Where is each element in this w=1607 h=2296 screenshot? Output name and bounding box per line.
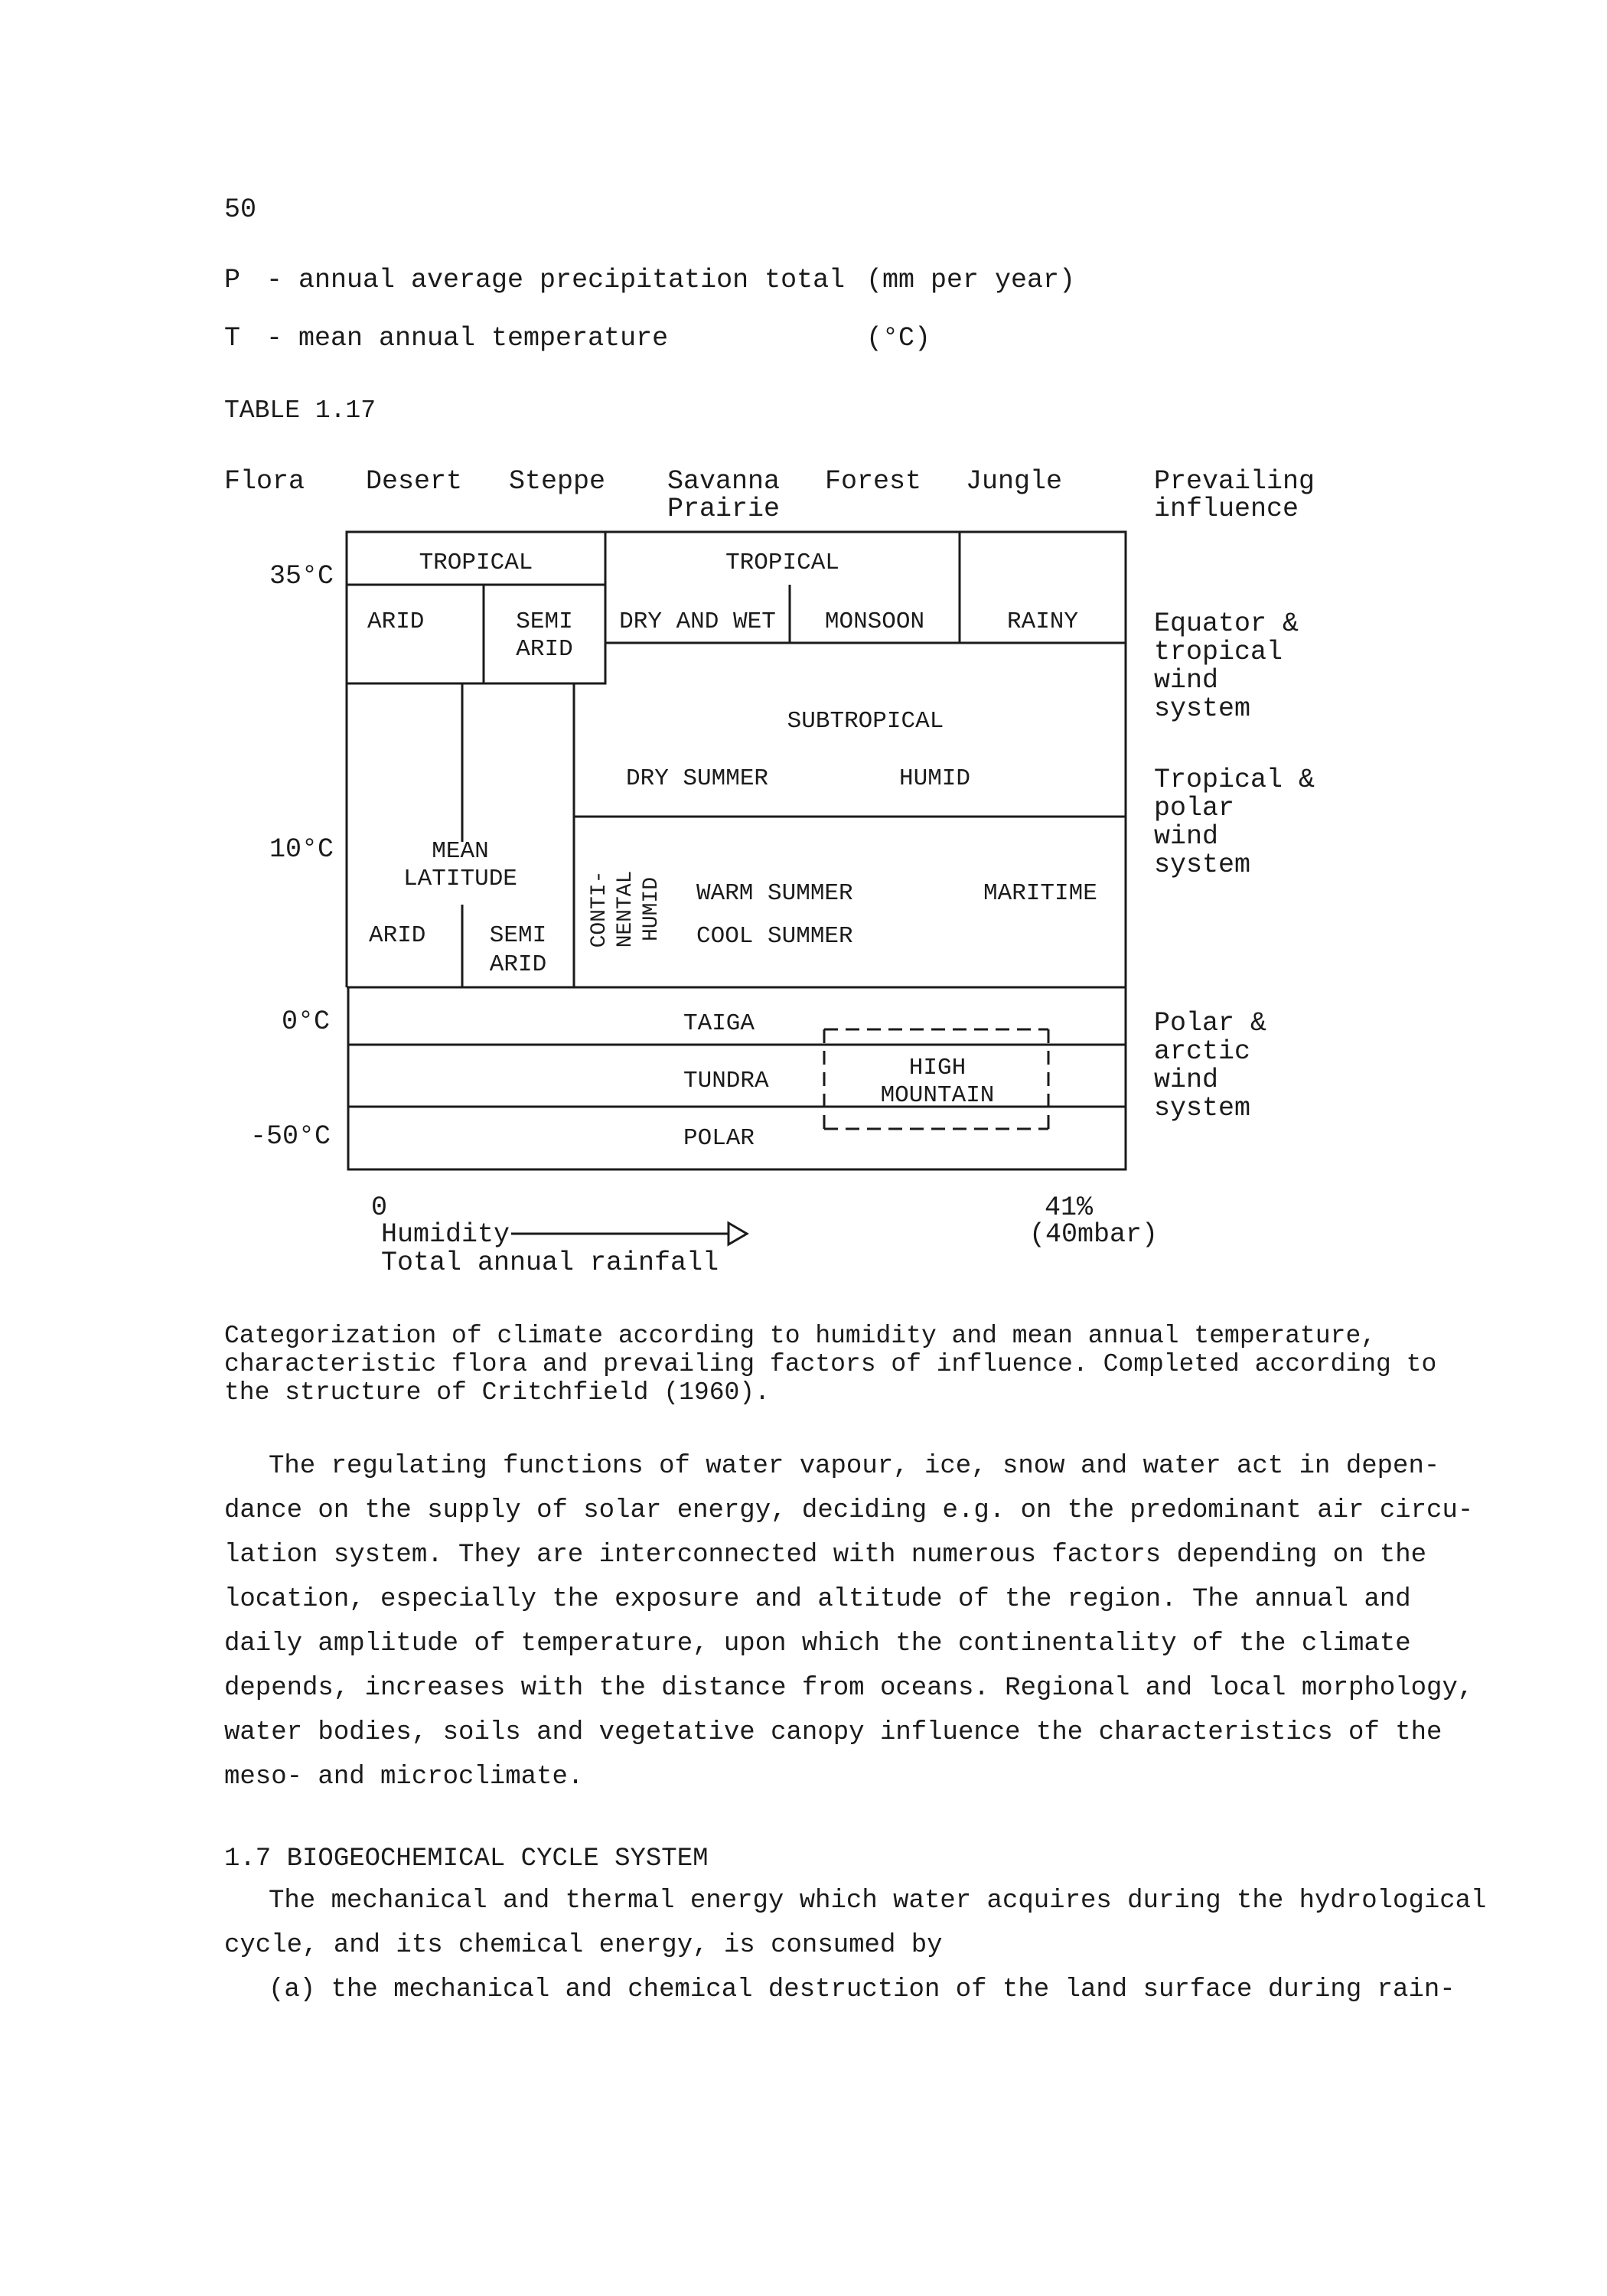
paragraph-line-8: meso- and microclimate. [224, 1763, 584, 1792]
cell-monsoon: MONSOON [824, 608, 925, 635]
humidity-start: 0 [371, 1192, 388, 1223]
legend-unit-t: (°C) [866, 323, 931, 354]
influence-2-line-3: wind [1154, 821, 1219, 852]
cell-polar: POLAR [683, 1125, 755, 1152]
temperature-10c: 10°C [269, 834, 334, 865]
flora-forest: Forest [825, 466, 922, 497]
influence-header-line-1: Prevailing [1154, 466, 1315, 497]
cell-cool-summer: COOL SUMMER [696, 923, 853, 950]
cell-continental-line-3: HUMID [640, 877, 663, 942]
cell-mean-latitude-line-1: MEAN [432, 838, 489, 865]
section-line-3: (a) the mechanical and chemical destruction of the land surface during rain- [269, 1975, 1455, 2004]
influence-2-line-1: Tropical & [1154, 765, 1315, 795]
table-label: TABLE 1.17 [224, 396, 376, 425]
paragraph-line-3: lation system. They are interconnected with numerous factors depending on the [224, 1541, 1427, 1570]
cell-arid-top: ARID [367, 608, 425, 635]
temperature-35c: 35°C [269, 561, 334, 592]
cell-mean-latitude-line-2: LATITUDE [403, 866, 517, 892]
influence-2-line-4: system [1154, 850, 1251, 880]
section-heading: 1.7 BIOGEOCHEMICAL CYCLE SYSTEM [224, 1844, 709, 1874]
influence-1-line-1: Equator & [1154, 608, 1299, 639]
cell-taiga: TAIGA [683, 1010, 755, 1037]
cell-dry-and-wet: DRY AND WET [619, 608, 776, 635]
humidity-arrow [511, 1223, 747, 1244]
influence-3-line-1: Polar & [1154, 1008, 1267, 1039]
figure-caption-line-1: Categorization of climate according to humidity and mean annual temperature, [224, 1322, 1377, 1350]
legend-symbol-p: P [224, 265, 241, 295]
cell-humid: HUMID [899, 765, 971, 792]
cell-warm-summer: WARM SUMMER [696, 880, 853, 907]
cell-tropical-arid-group: TROPICAL [419, 550, 533, 576]
humidity-end-value: 41% [1045, 1192, 1094, 1223]
influence-3-line-2: arctic [1154, 1036, 1251, 1067]
page-number: 50 [224, 194, 257, 225]
influence-header-line-2: influence [1154, 494, 1299, 524]
section-line-1: The mechanical and thermal energy which water acquires during the hydrological [269, 1887, 1487, 1916]
flora-jungle: Jungle [966, 466, 1063, 497]
cell-semi-arid-top-line-1: SEMI [516, 608, 573, 635]
cell-high-mountain-line-2: MOUNTAIN [880, 1082, 995, 1109]
paragraph-line-6: depends, increases with the distance from oceans. Regional and local morphology, [224, 1674, 1474, 1703]
paragraph-line-7: water bodies, soils and vegetative canopy influence the characteristics of the [224, 1718, 1442, 1747]
legend-description-t: - mean annual temperature [266, 323, 669, 354]
cell-high-mountain-line-1: HIGH [908, 1055, 966, 1081]
temperature-minus-50c: -50°C [250, 1121, 331, 1152]
cell-maritime: MARITIME [983, 880, 1097, 907]
cell-tundra: TUNDRA [683, 1068, 769, 1094]
humidity-end-note: (40mbar) [1029, 1219, 1159, 1250]
section-line-2: cycle, and its chemical energy, is consumed by [224, 1931, 943, 1960]
flora-label: Flora [224, 466, 305, 497]
legend-description-p: - annual average precipitation total [266, 265, 846, 295]
figure-caption-line-3: the structure of Critchfield (1960). [224, 1378, 770, 1407]
influence-3-line-3: wind [1154, 1065, 1219, 1095]
influence-1-line-3: wind [1154, 665, 1219, 696]
cell-continental-line-1: CONTI- [588, 870, 611, 948]
cell-semi-arid-mid-line-2: ARID [489, 951, 547, 978]
cell-arid-mid: ARID [369, 922, 426, 949]
paragraph-line-2: dance on the supply of solar energy, deciding e.g. on the predominant air circu- [224, 1496, 1474, 1525]
influence-3-line-4: system [1154, 1093, 1251, 1124]
cell-tropical-humid-group: TROPICAL [725, 550, 839, 576]
cell-semi-arid-mid-line-1: SEMI [489, 922, 547, 949]
cell-subtropical: SUBTROPICAL [787, 708, 944, 735]
humidity-sublabel: Total annual rainfall [381, 1247, 719, 1278]
influence-1-line-2: tropical [1154, 637, 1283, 667]
temperature-0c: 0°C [282, 1006, 331, 1037]
flora-desert: Desert [366, 466, 463, 497]
flora-savanna: Savanna [667, 466, 781, 497]
paragraph-line-4: location, especially the exposure and altitude of the region. The annual and [224, 1585, 1411, 1614]
cell-rainy: RAINY [1006, 608, 1078, 635]
flora-steppe: Steppe [509, 466, 606, 497]
cell-dry-summer: DRY SUMMER [626, 765, 769, 792]
influence-1-line-4: system [1154, 693, 1251, 724]
cell-semi-arid-top-line-2: ARID [516, 636, 573, 663]
figure-caption-line-2: characteristic flora and prevailing factors of influence. Completed according to [224, 1350, 1437, 1378]
paragraph-line-5: daily amplitude of temperature, upon which the continentality of the climate [224, 1629, 1411, 1658]
legend-unit-p: (mm per year) [866, 265, 1076, 295]
cell-continental-line-2: NENTAL [614, 870, 637, 948]
legend-symbol-t: T [224, 323, 241, 354]
influence-2-line-2: polar [1154, 793, 1235, 823]
paragraph-line-1: The regulating functions of water vapour, ice, snow and water act in depen- [269, 1452, 1440, 1481]
flora-prairie: Prairie [667, 494, 781, 524]
humidity-label: Humidity [381, 1219, 510, 1250]
